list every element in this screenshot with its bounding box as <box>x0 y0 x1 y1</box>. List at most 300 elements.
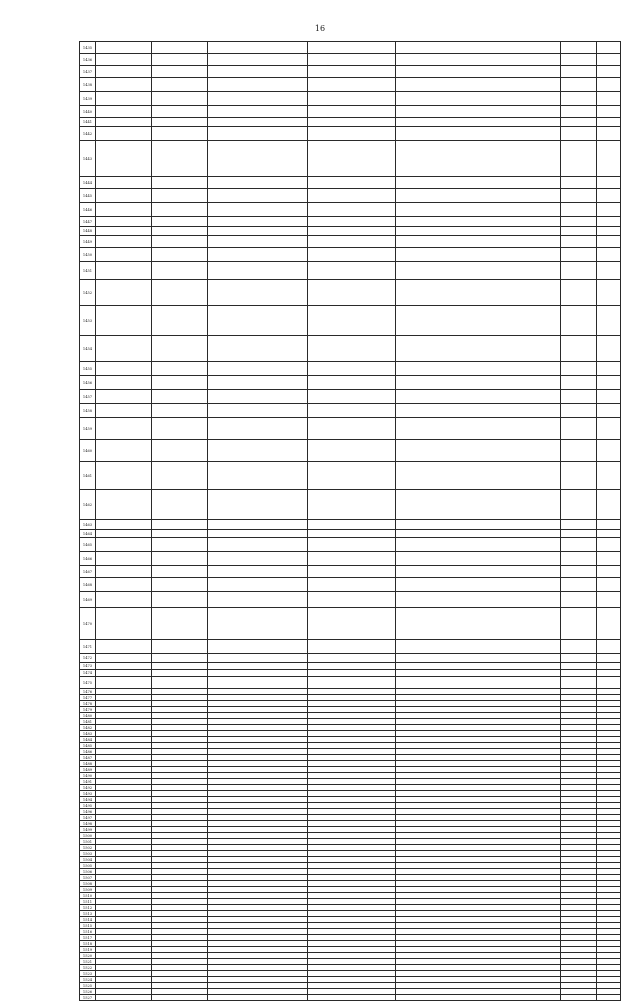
row-number-cell: 1498 <box>80 821 96 827</box>
cadastral-number-cell <box>96 127 152 141</box>
cadastral-number-cell <box>96 592 152 608</box>
cadastral-number-cell <box>96 189 152 203</box>
value-cell <box>561 440 597 462</box>
settlement-cell <box>308 66 396 78</box>
row-number-cell: 1459 <box>80 418 96 440</box>
settlement-cell <box>308 578 396 592</box>
district-cell <box>208 217 308 227</box>
object-description-cell <box>396 227 561 236</box>
cadastral-number-cell <box>96 227 152 236</box>
row-number-cell: 1462 <box>80 490 96 520</box>
table-row <box>80 566 621 578</box>
value-extra-cell <box>597 141 621 177</box>
value-cell <box>561 376 597 390</box>
row-number-cell: 1514 <box>80 917 96 923</box>
cadastral-number-cell <box>96 578 152 592</box>
row-number-cell: 1436 <box>80 54 96 66</box>
cadastral-number-cell <box>96 530 152 538</box>
object-description-cell <box>396 462 561 490</box>
value-cell <box>561 42 597 54</box>
settlement-cell <box>308 203 396 217</box>
district-cell <box>208 670 308 677</box>
row-number-cell: 1491 <box>80 779 96 785</box>
object-description-cell <box>396 608 561 640</box>
row-number-cell: 1445 <box>80 189 96 203</box>
settlement-cell <box>308 538 396 552</box>
table-row <box>80 42 621 54</box>
district-cell <box>208 552 308 566</box>
value-extra-cell <box>597 189 621 203</box>
value-extra-cell <box>597 530 621 538</box>
value-cell <box>561 538 597 552</box>
cadastral-number-alt-cell <box>152 217 208 227</box>
row-number-cell: 1501 <box>80 839 96 845</box>
row-number-cell: 1479 <box>80 707 96 713</box>
row-number-cell: 1469 <box>80 592 96 608</box>
table-row <box>80 670 621 677</box>
cadastral-number-cell <box>96 418 152 440</box>
cadastral-number-cell <box>96 248 152 262</box>
district-cell <box>208 227 308 236</box>
row-number-cell: 1486 <box>80 749 96 755</box>
table-row <box>80 640 621 654</box>
row-number-cell: 1454 <box>80 336 96 362</box>
district-cell <box>208 92 308 106</box>
object-description-cell <box>396 141 561 177</box>
row-number-cell: 1458 <box>80 404 96 418</box>
settlement-cell <box>308 106 396 118</box>
settlement-cell <box>308 141 396 177</box>
value-extra-cell <box>597 227 621 236</box>
object-description-cell <box>396 376 561 390</box>
district-cell <box>208 654 308 663</box>
value-extra-cell <box>597 336 621 362</box>
settlement-cell <box>308 227 396 236</box>
object-description-cell <box>396 592 561 608</box>
row-number-cell: 1481 <box>80 719 96 725</box>
value-extra-cell <box>597 248 621 262</box>
district-cell <box>208 490 308 520</box>
row-number-cell: 1446 <box>80 203 96 217</box>
settlement-cell <box>308 640 396 654</box>
table-row <box>80 440 621 462</box>
cadastral-number-alt-cell <box>152 608 208 640</box>
cadastral-number-cell <box>96 203 152 217</box>
cadastral-number-alt-cell <box>152 592 208 608</box>
cadastral-number-cell <box>96 92 152 106</box>
row-number-cell: 1443 <box>80 141 96 177</box>
district-cell <box>208 203 308 217</box>
row-number-cell: 1494 <box>80 797 96 803</box>
cadastral-number-alt-cell <box>152 227 208 236</box>
cadastral-number-cell <box>96 520 152 530</box>
row-number-cell: 1496 <box>80 809 96 815</box>
cadastral-number-cell <box>96 404 152 418</box>
table-row <box>80 227 621 236</box>
district-cell <box>208 608 308 640</box>
row-number-cell: 1522 <box>80 965 96 971</box>
row-number-cell: 1453 <box>80 306 96 336</box>
table-row <box>80 592 621 608</box>
object-description-cell <box>396 670 561 677</box>
value-extra-cell <box>597 306 621 336</box>
cadastral-number-cell <box>96 663 152 670</box>
row-number-cell: 1507 <box>80 875 96 881</box>
object-description-cell <box>396 78 561 92</box>
value-extra-cell <box>597 670 621 677</box>
value-cell <box>561 663 597 670</box>
cadastral-number-alt-cell <box>152 462 208 490</box>
row-number-cell: 1504 <box>80 857 96 863</box>
row-number-cell: 1449 <box>80 236 96 248</box>
table-row <box>80 677 621 689</box>
row-number-cell: 1464 <box>80 530 96 538</box>
row-number-cell: 1520 <box>80 953 96 959</box>
cadastral-number-alt-cell <box>152 92 208 106</box>
row-number-cell: 1472 <box>80 654 96 663</box>
object-description-cell <box>396 640 561 654</box>
row-number-cell: 1450 <box>80 248 96 262</box>
row-number-cell: 1437 <box>80 66 96 78</box>
row-number-cell: 1525 <box>80 983 96 989</box>
object-description-cell <box>396 92 561 106</box>
settlement-cell <box>308 418 396 440</box>
cadastral-number-alt-cell <box>152 663 208 670</box>
cadastral-number-cell <box>96 670 152 677</box>
object-description-cell <box>396 248 561 262</box>
district-cell <box>208 418 308 440</box>
district-cell <box>208 530 308 538</box>
district-cell <box>208 362 308 376</box>
settlement-cell <box>308 654 396 663</box>
row-number-cell: 1484 <box>80 737 96 743</box>
value-extra-cell <box>597 440 621 462</box>
row-number-cell: 1466 <box>80 552 96 566</box>
row-number-cell: 1465 <box>80 538 96 552</box>
cadastral-number-cell <box>96 280 152 306</box>
settlement-cell <box>308 362 396 376</box>
row-number-cell: 1489 <box>80 767 96 773</box>
table-row <box>80 78 621 92</box>
settlement-cell <box>308 552 396 566</box>
value-cell <box>561 217 597 227</box>
value-cell <box>561 520 597 530</box>
table-row <box>80 248 621 262</box>
district-cell <box>208 78 308 92</box>
value-extra-cell <box>597 203 621 217</box>
row-number-cell: 1512 <box>80 905 96 911</box>
cadastral-number-alt-cell <box>152 127 208 141</box>
cadastral-number-cell <box>96 552 152 566</box>
cadastral-number-cell <box>96 106 152 118</box>
cadastral-number-cell <box>96 118 152 127</box>
settlement-cell <box>308 236 396 248</box>
cadastral-number-alt-cell <box>152 490 208 520</box>
value-cell <box>561 66 597 78</box>
object-description-cell <box>396 66 561 78</box>
district-cell <box>208 236 308 248</box>
cadastral-number-alt-cell <box>152 106 208 118</box>
value-extra-cell <box>597 640 621 654</box>
cadastral-number-cell <box>96 640 152 654</box>
cadastral-number-cell <box>96 677 152 689</box>
settlement-cell <box>308 530 396 538</box>
district-cell <box>208 127 308 141</box>
cadastral-number-alt-cell <box>152 336 208 362</box>
table-row <box>80 663 621 670</box>
value-cell <box>561 54 597 66</box>
value-cell <box>561 127 597 141</box>
table-row <box>80 306 621 336</box>
value-extra-cell <box>597 127 621 141</box>
settlement-cell <box>308 566 396 578</box>
district-cell <box>208 336 308 362</box>
cadastral-number-cell <box>96 566 152 578</box>
object-description-cell <box>396 106 561 118</box>
settlement-cell <box>308 336 396 362</box>
row-number-cell: 1490 <box>80 773 96 779</box>
settlement-cell <box>308 462 396 490</box>
cadastral-number-alt-cell <box>152 376 208 390</box>
district-cell <box>208 66 308 78</box>
object-description-cell <box>396 530 561 538</box>
district-cell <box>208 376 308 390</box>
value-extra-cell <box>597 66 621 78</box>
district-cell <box>208 141 308 177</box>
value-cell <box>561 530 597 538</box>
value-extra-cell <box>597 54 621 66</box>
object-description-cell <box>396 306 561 336</box>
table-row <box>80 203 621 217</box>
registry-table-body <box>80 42 621 1001</box>
value-extra-cell <box>597 654 621 663</box>
row-number-cell: 1471 <box>80 640 96 654</box>
value-extra-cell <box>597 578 621 592</box>
value-extra-cell <box>597 538 621 552</box>
row-number-cell: 1527 <box>80 995 96 1001</box>
value-cell <box>561 404 597 418</box>
value-cell <box>561 141 597 177</box>
table-row <box>80 177 621 189</box>
district-cell <box>208 306 308 336</box>
table-row <box>80 262 621 280</box>
district-cell <box>208 118 308 127</box>
cadastral-number-alt-cell <box>152 118 208 127</box>
cadastral-number-alt-cell <box>152 404 208 418</box>
cadastral-number-alt-cell <box>152 236 208 248</box>
cadastral-number-cell <box>96 54 152 66</box>
object-description-cell <box>396 390 561 404</box>
value-cell <box>561 670 597 677</box>
cadastral-number-alt-cell <box>152 995 208 1001</box>
row-number-cell: 1452 <box>80 280 96 306</box>
cadastral-number-alt-cell <box>152 141 208 177</box>
row-number-cell: 1516 <box>80 929 96 935</box>
object-description-cell <box>396 440 561 462</box>
cadastral-number-alt-cell <box>152 670 208 677</box>
value-cell <box>561 203 597 217</box>
district-cell <box>208 566 308 578</box>
district-cell <box>208 42 308 54</box>
value-cell <box>561 248 597 262</box>
table-row <box>80 127 621 141</box>
row-number-cell: 1456 <box>80 376 96 390</box>
cadastral-number-cell <box>96 390 152 404</box>
cadastral-number-cell <box>96 177 152 189</box>
value-extra-cell <box>597 608 621 640</box>
value-cell <box>561 608 597 640</box>
value-cell <box>561 227 597 236</box>
row-number-cell: 1510 <box>80 893 96 899</box>
value-extra-cell <box>597 78 621 92</box>
row-number-cell: 1488 <box>80 761 96 767</box>
table-row <box>80 538 621 552</box>
table-row <box>80 490 621 520</box>
cadastral-number-alt-cell <box>152 418 208 440</box>
settlement-cell <box>308 118 396 127</box>
row-number-cell: 1468 <box>80 578 96 592</box>
object-description-cell <box>396 362 561 376</box>
cadastral-number-alt-cell <box>152 538 208 552</box>
object-description-cell <box>396 663 561 670</box>
settlement-cell <box>308 92 396 106</box>
settlement-cell <box>308 177 396 189</box>
table-row <box>80 362 621 376</box>
cadastral-number-alt-cell <box>152 54 208 66</box>
table-row <box>80 520 621 530</box>
value-extra-cell <box>597 236 621 248</box>
district-cell <box>208 280 308 306</box>
value-cell <box>561 640 597 654</box>
row-number-cell: 1461 <box>80 462 96 490</box>
row-number-cell: 1503 <box>80 851 96 857</box>
row-number-cell: 1455 <box>80 362 96 376</box>
row-number-cell: 1485 <box>80 743 96 749</box>
district-cell <box>208 440 308 462</box>
cadastral-number-cell <box>96 66 152 78</box>
settlement-cell <box>308 217 396 227</box>
row-number-cell: 1500 <box>80 833 96 839</box>
district-cell <box>208 177 308 189</box>
cadastral-number-cell <box>96 490 152 520</box>
table-row <box>80 578 621 592</box>
value-extra-cell <box>597 552 621 566</box>
settlement-cell <box>308 262 396 280</box>
value-extra-cell <box>597 390 621 404</box>
object-description-cell <box>396 189 561 203</box>
settlement-cell <box>308 520 396 530</box>
cadastral-number-cell <box>96 362 152 376</box>
value-cell <box>561 592 597 608</box>
cadastral-number-alt-cell <box>152 566 208 578</box>
cadastral-number-alt-cell <box>152 42 208 54</box>
row-number-cell: 1451 <box>80 262 96 280</box>
cadastral-number-alt-cell <box>152 654 208 663</box>
cadastral-number-cell <box>96 538 152 552</box>
cadastral-number-alt-cell <box>152 578 208 592</box>
value-extra-cell <box>597 404 621 418</box>
value-cell <box>561 654 597 663</box>
row-number-cell: 1442 <box>80 127 96 141</box>
district-cell <box>208 404 308 418</box>
row-number-cell: 1439 <box>80 92 96 106</box>
value-cell <box>561 189 597 203</box>
object-description-cell <box>396 654 561 663</box>
district-cell <box>208 538 308 552</box>
object-description-cell <box>396 203 561 217</box>
table-row <box>80 280 621 306</box>
row-number-cell: 1440 <box>80 106 96 118</box>
cadastral-number-cell <box>96 336 152 362</box>
table-row <box>80 54 621 66</box>
table-row <box>80 608 621 640</box>
table-row <box>80 654 621 663</box>
settlement-cell <box>308 490 396 520</box>
row-number-cell: 1524 <box>80 977 96 983</box>
district-cell <box>208 677 308 689</box>
object-description-cell <box>396 54 561 66</box>
cadastral-number-alt-cell <box>152 640 208 654</box>
value-cell <box>561 92 597 106</box>
cadastral-number-cell <box>96 306 152 336</box>
table-row <box>80 118 621 127</box>
row-number-cell: 1478 <box>80 701 96 707</box>
row-number-cell: 1470 <box>80 608 96 640</box>
value-extra-cell <box>597 592 621 608</box>
value-cell <box>561 306 597 336</box>
settlement-cell <box>308 54 396 66</box>
district-cell <box>208 592 308 608</box>
value-extra-cell <box>597 995 621 1001</box>
settlement-cell <box>308 248 396 262</box>
object-description-cell <box>396 236 561 248</box>
row-number-cell: 1505 <box>80 863 96 869</box>
row-number-cell: 1515 <box>80 923 96 929</box>
object-description-cell <box>396 490 561 520</box>
value-extra-cell <box>597 566 621 578</box>
cadastral-number-alt-cell <box>152 189 208 203</box>
value-extra-cell <box>597 118 621 127</box>
value-cell <box>561 462 597 490</box>
row-number-cell: 1441 <box>80 118 96 127</box>
property-registry-table <box>79 41 621 1001</box>
table-row <box>80 336 621 362</box>
row-number-cell: 1473 <box>80 663 96 670</box>
row-number-cell: 1511 <box>80 899 96 905</box>
table-row <box>80 141 621 177</box>
object-description-cell <box>396 336 561 362</box>
district-cell <box>208 248 308 262</box>
settlement-cell <box>308 670 396 677</box>
row-number-cell: 1495 <box>80 803 96 809</box>
settlement-cell <box>308 376 396 390</box>
value-cell <box>561 118 597 127</box>
row-number-cell: 1457 <box>80 390 96 404</box>
cadastral-number-alt-cell <box>152 203 208 217</box>
object-description-cell <box>396 217 561 227</box>
district-cell <box>208 262 308 280</box>
district-cell <box>208 54 308 66</box>
row-number-cell: 1475 <box>80 677 96 689</box>
cadastral-number-alt-cell <box>152 248 208 262</box>
row-number-cell: 1526 <box>80 989 96 995</box>
cadastral-number-alt-cell <box>152 78 208 92</box>
row-number-cell: 1476 <box>80 689 96 695</box>
table-row <box>80 462 621 490</box>
value-extra-cell <box>597 106 621 118</box>
value-cell <box>561 578 597 592</box>
cadastral-number-alt-cell <box>152 177 208 189</box>
